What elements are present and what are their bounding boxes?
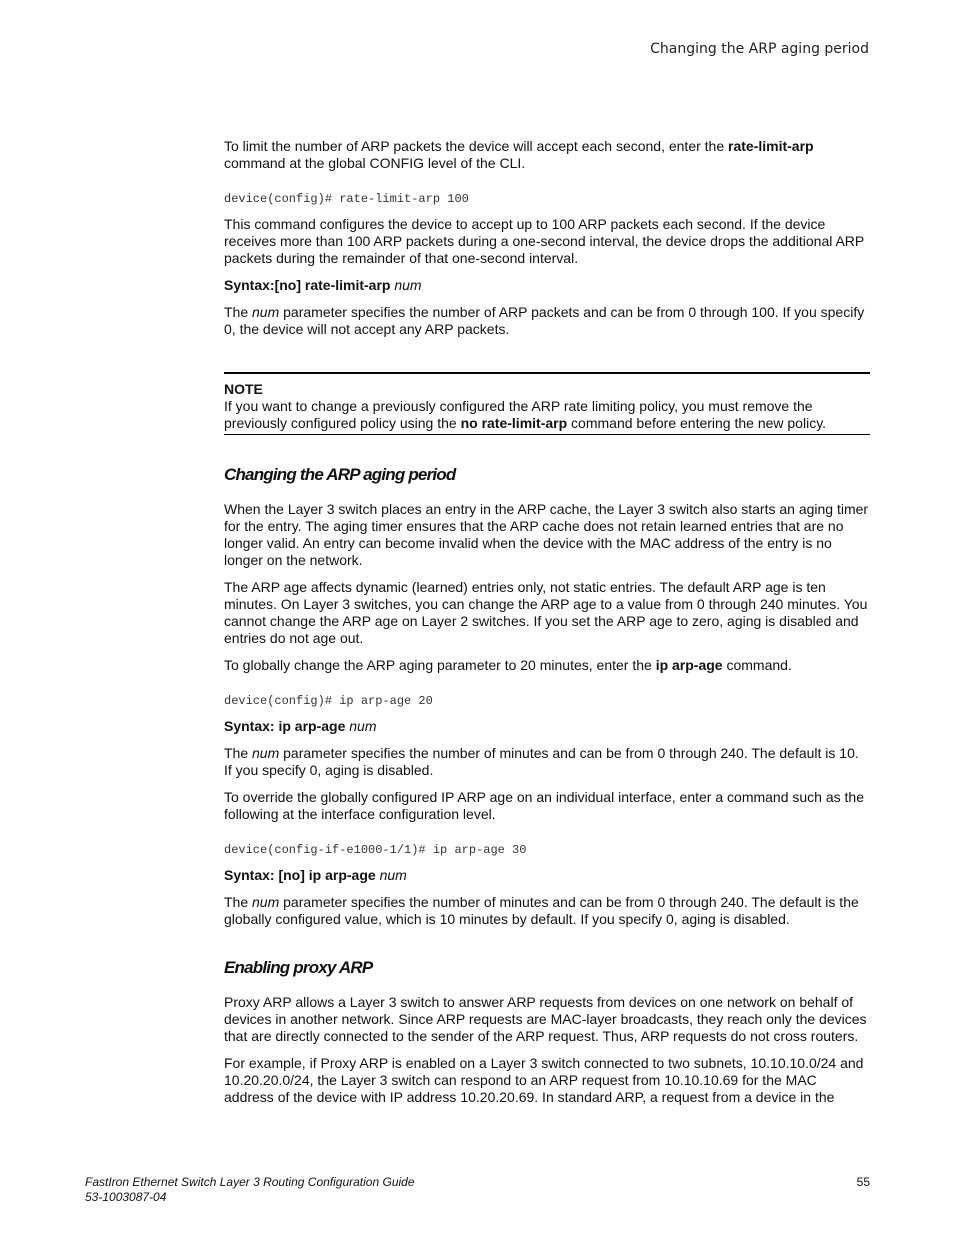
code-example-arp-age-interface: device(config-if-e1000-1/1)# ip arp-age 30 bbox=[224, 843, 527, 857]
command-ip-arp-age: ip arp-age bbox=[655, 657, 723, 673]
heading-changing-arp-aging: Changing the ARP aging period bbox=[224, 465, 456, 484]
heading-enabling-proxy-arp: Enabling proxy ARP bbox=[224, 958, 373, 977]
note-box bbox=[224, 372, 870, 435]
aging-paragraph-1: When the Layer 3 switch places an entry in the ARP cache, the Layer 3 switch also starts an aging timer for the entry. The aging timer ensures that the ARP cache does not retain learned entries that are no longer valid. An entry can become invalid when the device with the MAC address of the entry is no longer on the network. bbox=[224, 501, 869, 568]
syntax-ip-arp-age: Syntax: ip arp-age num bbox=[224, 718, 377, 734]
intro-paragraph-2: This command configures the device to accept up to 100 ARP packets each second. If the device receives more than 100 ARP packets during a one-second interval, the device drops the additional ARP packets during the remainder of that one-second interval. bbox=[224, 216, 864, 266]
intro-paragraph-1: To limit the number of ARP packets the device will accept each second, enter the rate-limit-arp command at the global CONFIG level of the CLI. bbox=[224, 138, 814, 171]
aging-paragraph-4: The num parameter specifies the number of minutes and can be from 0 through 240. The default is 10. If you specify 0, aging is disabled. bbox=[224, 745, 859, 778]
code-example-arp-age-global: device(config)# ip arp-age 20 bbox=[224, 694, 433, 708]
footer-doc-number: 53-1003087-04 bbox=[85, 1190, 167, 1204]
page-content bbox=[224, 138, 870, 1116]
intro-paragraph-3: The num parameter specifies the number of ARP packets and can be from 0 through 100. If you specify 0, the device will not accept any ARP packets. bbox=[224, 304, 865, 337]
aging-paragraph-5: To override the globally configured IP ARP age on an individual interface, enter a command such as the following at the interface configuration level. bbox=[224, 789, 864, 822]
proxy-paragraph-2: For example, if Proxy ARP is enabled on a Layer 3 switch connected to two subnets, 10.10.10.0/24 and 10.20.20.0/24, the Layer 3 switch can respond to an ARP request from 10.10.10.69 for the MAC address of the device with IP address 10.20.20.69. In standard ARP, a request from a device in the bbox=[224, 1055, 864, 1105]
command-no-rate-limit-arp: no rate-limit-arp bbox=[460, 415, 568, 431]
running-header-title: Changing the ARP aging period bbox=[650, 41, 869, 57]
note-title: NOTE bbox=[224, 381, 263, 397]
syntax-no-ip-arp-age: Syntax: [no] ip arp-age num bbox=[224, 867, 407, 883]
aging-paragraph-3: To globally change the ARP aging parameter to 20 minutes, enter the ip arp-age command. bbox=[224, 657, 792, 673]
footer-doc-title: FastIron Ethernet Switch Layer 3 Routing Configuration Guide bbox=[85, 1175, 415, 1189]
note-text: If you want to change a previously configured the ARP rate limiting policy, you must remove the previously configured policy using the no rate-limit-arp command before entering the new policy. bbox=[224, 398, 827, 431]
command-rate-limit-arp: rate-limit-arp bbox=[728, 138, 814, 154]
footer-page-number: 55 bbox=[856, 1175, 870, 1189]
syntax-rate-limit-arp: Syntax:[no] rate-limit-arp num bbox=[224, 277, 422, 293]
aging-paragraph-6: The num parameter specifies the number of minutes and can be from 0 through 240. The default is the globally configured value, which is 10 minutes by default. If you specify 0, aging is disabled. bbox=[224, 894, 859, 927]
page-footer bbox=[85, 1175, 870, 1205]
proxy-paragraph-1: Proxy ARP allows a Layer 3 switch to answer ARP requests from devices on one network on behalf of devices in another network. Since ARP requests are MAC-layer broadcasts, they reach only the devices that are directly connected to the sender of the ARP request. Thus, ARP requests do not cross routers. bbox=[224, 994, 867, 1044]
aging-paragraph-2: The ARP age affects dynamic (learned) entries only, not static entries. The default ARP age is ten minutes. On Layer 3 switches, you can change the ARP age to a value from 0 through 240 minutes. You cannot change the ARP age on Layer 2 switches. If you set the ARP age to zero, aging is disabled and entries do not age out. bbox=[224, 579, 868, 646]
code-example-rate-limit: device(config)# rate-limit-arp 100 bbox=[224, 192, 469, 206]
